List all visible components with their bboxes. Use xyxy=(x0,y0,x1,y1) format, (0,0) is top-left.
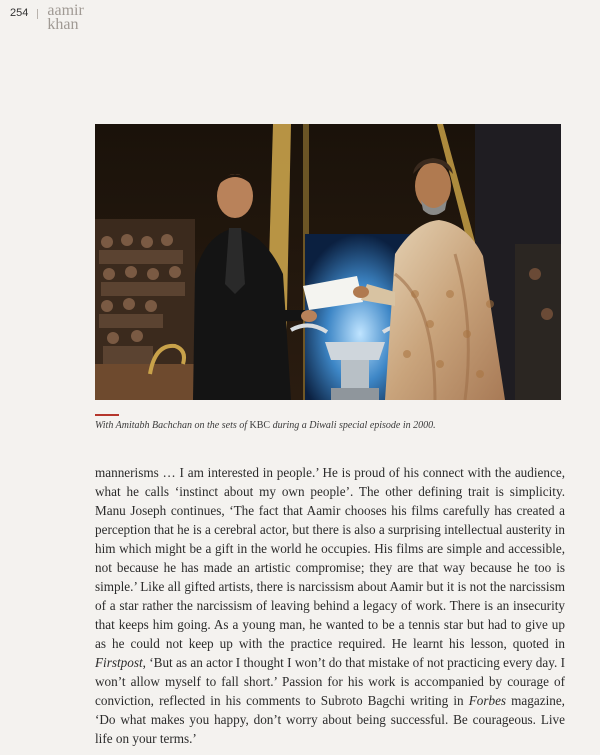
running-title xyxy=(47,4,83,32)
photograph-illustration xyxy=(95,124,561,400)
body-text-part2: , ‘But as an actor I thought I won’t do that mistake of not practicing every day. I won’t allow myself to fall short.’ Passion for his work is accompanied by courage of conviction, reflected in his comments to Subroto Bagchi writing in xyxy=(95,655,565,708)
body-text-part1: mannerisms … I am interested in people.’ He is proud of his connect with the audience, what he calls ‘instinct about my own people’. The other defining trait is simplicity. Manu Joseph continues, ‘The fact that Aamir chooses his films carefully has created a perception that he is a cerebral actor, but there is also a surprising intellectual austerity in him which might be a gift in the world he occupies. His films are simple and accessible, not because he has made an artistic compromise; they are that way because he too is simple.’ Like all gifted artists, there is narcissism about Aamir but it is not the narcissism of a star rather the narcissism of leaving behind a legacy of work. There is an insecurity that keeps him going. As a young man, he wanted to be a tennis star but had to give up as he could not keep up with the practice required. He learnt his lesson, quoted in xyxy=(95,465,565,651)
caption-text-pre: With Amitabh Bachchan on the sets of xyxy=(95,420,250,431)
caption-text-post: during a Diwali special episode in 2000. xyxy=(270,420,436,431)
running-title-line2: khan xyxy=(47,16,79,33)
caption-accent-rule xyxy=(95,414,119,416)
firstpost-title: Firstpost xyxy=(95,655,143,670)
forbes-title: Forbes xyxy=(468,693,507,708)
photograph xyxy=(95,124,561,400)
running-header xyxy=(10,4,84,32)
running-title-line1: aamir xyxy=(47,2,84,19)
body-paragraph xyxy=(95,463,565,748)
page-number: 254 xyxy=(10,7,29,19)
caption-kbc: KBC xyxy=(249,420,271,431)
body-text-part3: magazine, ‘Do what makes you happy, don’t worry about being successful. Be courageous. Live life on your terms.’ xyxy=(95,693,565,746)
body-text xyxy=(95,463,565,748)
header-separator xyxy=(37,9,38,19)
figure-caption xyxy=(95,420,565,431)
